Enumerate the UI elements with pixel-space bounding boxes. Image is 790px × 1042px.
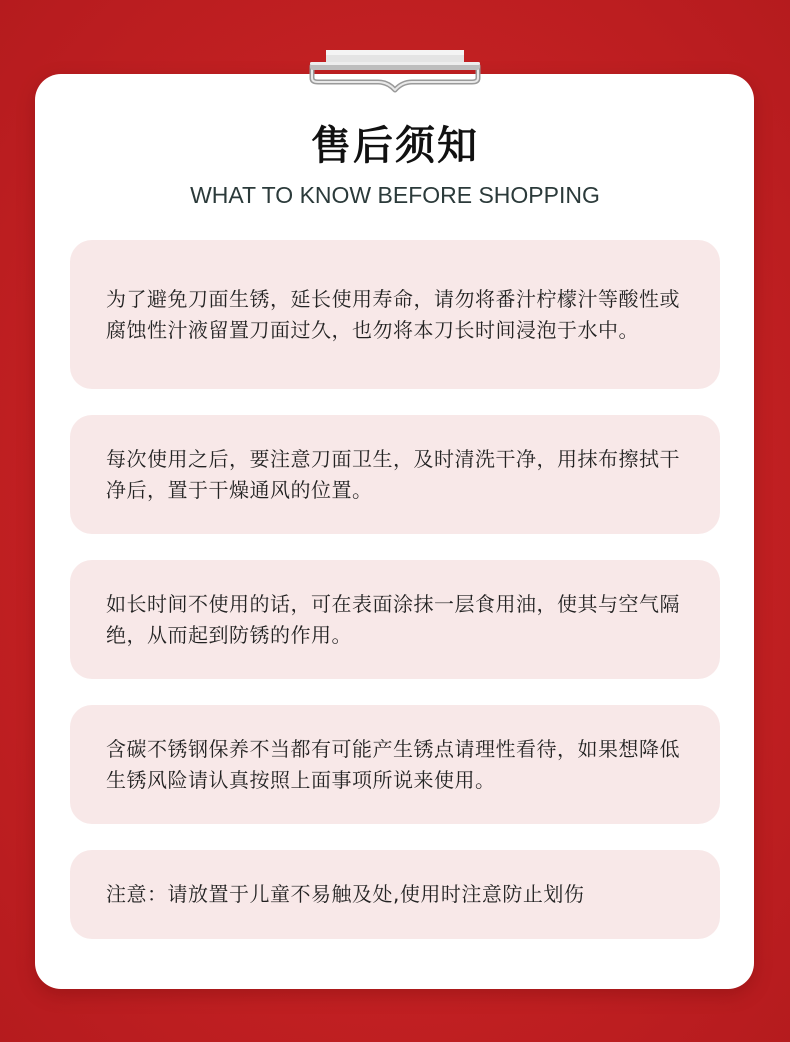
notice-text: 为了避免刀面生锈，延长使用寿命，请勿将番汁柠檬汁等酸性或腐蚀性汁液留置刀面过久，也勿将本刀长时间浸泡于水中。 — [106, 286, 680, 342]
notice-text: 注意：请放置于儿童不易触及处,使用时注意防止划伤 — [106, 882, 585, 906]
notice-box-cleaning — [70, 415, 720, 534]
page-subtitle: WHAT TO KNOW BEFORE SHOPPING — [190, 182, 600, 208]
notice-box-carbon-steel — [70, 705, 720, 824]
notice-text: 如长时间不使用的话，可在表面涂抹一层食用油，使其与空气隔绝，从而起到防锈的作用。 — [106, 591, 680, 647]
notice-box-rust-prevention — [70, 240, 720, 389]
notice-text: 含碳不锈钢保养不当都有可能产生锈点请理性看待，如果想降低生锈风险请认真按照上面事项所说来使用。 — [106, 736, 680, 792]
clipboard-clip-icon — [306, 48, 484, 100]
page-title: 售后须知 — [311, 123, 479, 169]
notice-box-storage — [70, 560, 720, 679]
notice-box-safety — [70, 850, 720, 939]
notice-text: 每次使用之后，要注意刀面卫生，及时清洗干净，用抹布擦拭干净后，置于干燥通风的位置。 — [106, 446, 680, 502]
